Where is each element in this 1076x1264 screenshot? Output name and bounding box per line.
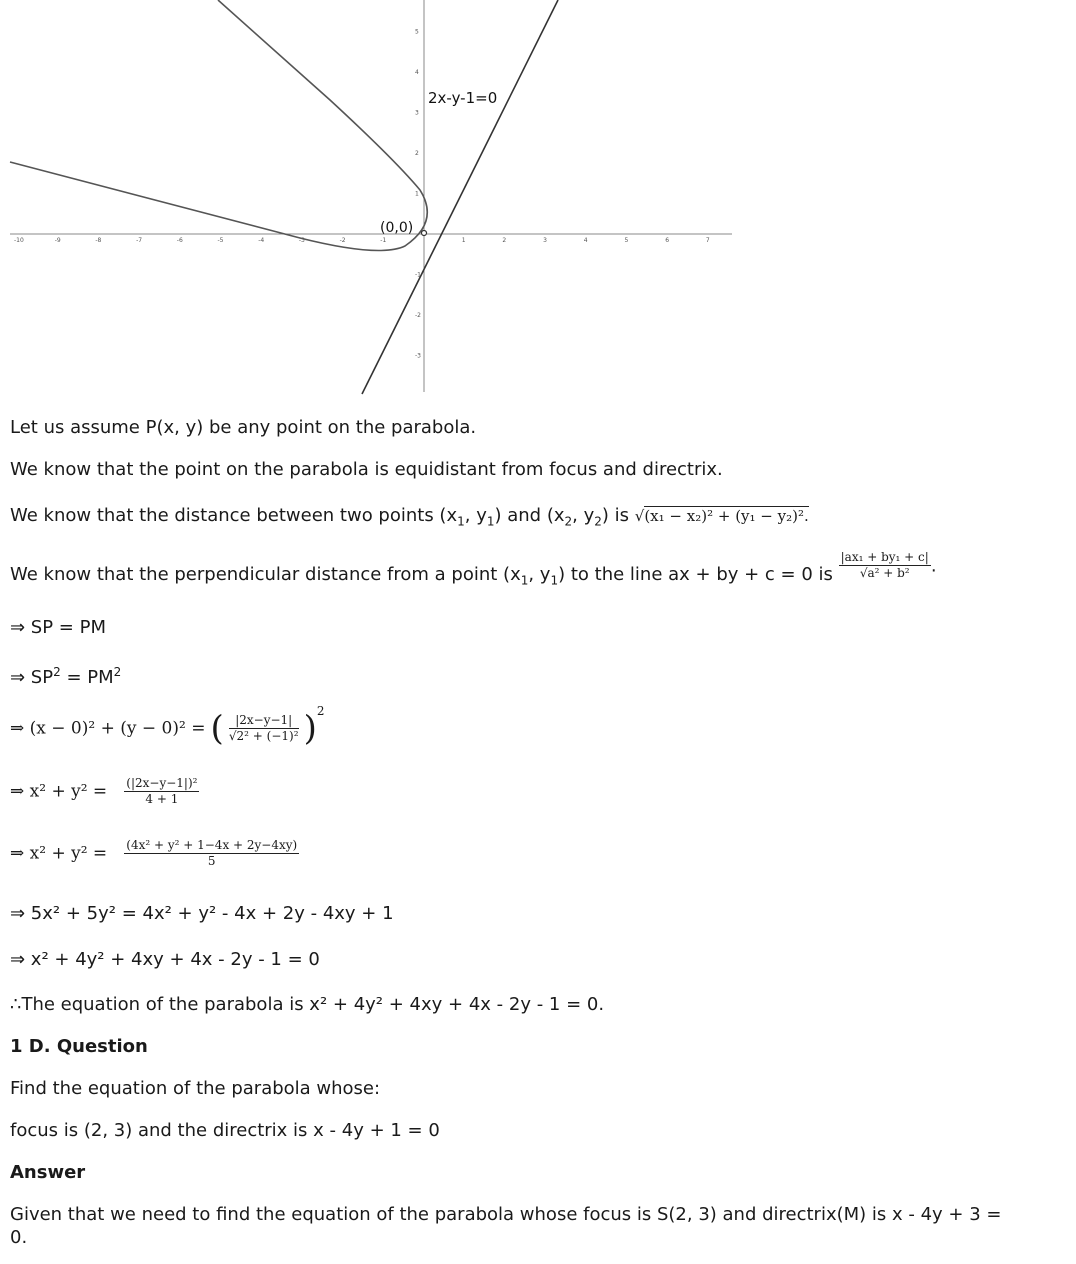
equidistant-text: We know that the point on the parabola is equidistant from focus and directrix. — [10, 459, 723, 480]
question-text-2: focus is (2, 3) and the directrix is x - 4y + 1 = 0 — [10, 1120, 440, 1141]
x-tick-label: -9 — [54, 237, 61, 244]
x-tick-label: -7 — [136, 237, 143, 244]
y-tick-label: -2 — [415, 312, 421, 319]
origin-point — [422, 231, 427, 236]
x-tick-label: 6 — [665, 237, 670, 244]
x-axis-ticks — [14, 237, 710, 244]
parabola-graph — [0, 0, 740, 400]
step-sp-pm: ⇒ SP = PM — [10, 617, 106, 638]
y-tick-label: 5 — [415, 28, 419, 36]
answer-heading: Answer — [10, 1162, 86, 1183]
perpendicular-text: We know that the perpendicular distance from a point ($x_1$, $y_1$) to the line ax + by + c = 0 is $\frac{\text{|ax₁ + by₁ + c|}}{\text{√a² + b²}}$ . — [10, 550, 937, 588]
step-squared: ⇒ $SP^2 = PM^2$ — [10, 665, 122, 688]
x-tick-label: 1 — [461, 237, 466, 244]
y-tick-label: -3 — [415, 352, 421, 360]
x-tick-label: -5 — [217, 237, 224, 244]
step-expand-2: ⇒ x² + y² = $\frac{\text{(4x² + y² + 1−4x + 2y−4xy)}}{5}$ — [10, 838, 298, 868]
step-result: ⇒ x² + 4y² + 4xy + 4x - 2y - 1 = 0 — [10, 949, 320, 970]
y-tick-label: 1 — [415, 190, 419, 198]
x-tick-label: -10 — [14, 237, 24, 244]
answer-text-1: Given that we need to find the equation of the parabola whose focus is S(2, 3) and directrix(M) is x - 4y + 3 = — [10, 1204, 1002, 1225]
x-tick-label: 5 — [624, 237, 629, 244]
x-tick-label: 4 — [583, 237, 588, 244]
step-distance-eq: ⇒ (x − 0)² + (y − 0)² = ( $\frac{|2x-y-1|}{\text{√2² + (−1)²}}$ )$^2$ — [10, 704, 325, 749]
distance-text: We know that the distance between two points ($x_1$, $y_1$) and ($x_2$, $y_2$) is √(x₁ − x₂)² + (y₁ − y₂)². — [10, 505, 809, 529]
y-axis-ticks — [415, 29, 421, 360]
x-tick-label: -1 — [380, 237, 387, 244]
x-tick-label: -6 — [176, 237, 183, 244]
directrix-line — [362, 0, 558, 394]
conclusion-text: ∴The equation of the parabola is x² + 4y² + 4xy + 4x - 2y - 1 = 0. — [10, 994, 605, 1015]
y-tick-label: 2 — [415, 150, 419, 157]
y-tick-label: -1 — [415, 271, 421, 279]
x-tick-label: 3 — [543, 237, 547, 244]
y-tick-label: 4 — [415, 69, 419, 76]
x-tick-label: -4 — [258, 237, 265, 244]
answer-text-2: 0. — [10, 1227, 28, 1248]
perp-fraction: $\frac{\text{|ax₁ + by₁ + c|}}{\text{√a² + b²}}$ — [840, 550, 929, 580]
step-simplify: ⇒ 5x² + 5y² = 4x² + y² - 4x + 2y - 4xy + 1 — [10, 903, 394, 924]
x-tick-label: -2 — [339, 237, 346, 244]
y-tick-label: 3 — [415, 109, 419, 117]
step-expand-1: ⇒ x² + y² = $\frac{\text{(|2x−y−1|)²}}{4 + 1}$ — [10, 776, 198, 806]
question-heading: 1 D. Question — [10, 1036, 148, 1057]
question-text-1: Find the equation of the parabola whose: — [10, 1078, 381, 1099]
line-label: 2x-y-1=0 — [428, 89, 498, 107]
distance-formula: (x₁ − x₂)² + (y₁ − y₂)². — [644, 507, 809, 525]
assume-text: Let us assume P(x, y) be any point on the parabola. — [10, 417, 477, 438]
x-tick-label: -3 — [298, 237, 305, 244]
x-tick-label: 7 — [705, 237, 710, 244]
x-tick-label: 2 — [502, 237, 507, 244]
parabola-curve — [10, 0, 427, 251]
origin-label: (0,0) — [380, 220, 414, 236]
x-tick-label: -8 — [95, 237, 102, 244]
